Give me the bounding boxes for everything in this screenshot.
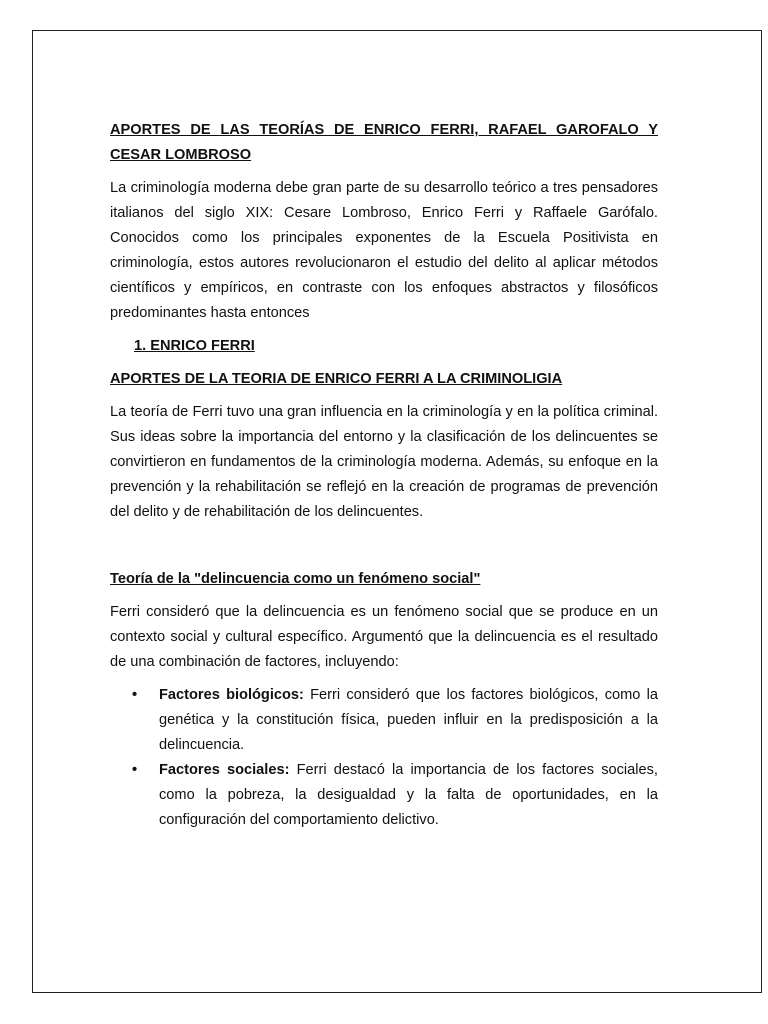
factor-description: Ferri consideró que los factores biológicos, como la genética y la constitución física, pueden influir en la predisposición a la delincuencia. (159, 687, 658, 753)
section-subheading-aportes: APORTES DE LA TEORIA DE ENRICO FERRI A LA CRIMINOLIGIA (110, 371, 563, 387)
list-item-social-factors (110, 758, 658, 833)
ferri-influence-paragraph: La teoría de Ferri tuvo una gran influencia en la criminología y en la política criminal. Sus ideas sobre la importancia del entorno y la clasificación de los delincuentes se convirtieron en fundamentos de la criminología moderna. Además, su enfoque en la prevención y la rehabilitación se reflejó en la creación de programas de prevención del delito y de rehabilitación de los delincuentes. (110, 404, 658, 520)
document-body (110, 118, 658, 833)
theory-paragraph: Ferri consideró que la delincuencia es un fenómeno social que se produce en un contexto social y cultural específico. Argumentó que la delincuencia es el resultado de una combinación de factores, incluyendo: (110, 604, 658, 670)
bullet-icon: • (132, 762, 138, 778)
theory-heading: Teoría de la "delincuencia como un fenómeno social" (110, 571, 481, 587)
bullet-icon: • (132, 687, 138, 703)
factor-term: Factores sociales: (159, 762, 290, 778)
factor-description: Ferri destacó la importancia de los factores sociales, como la pobreza, la desigualdad y la falta de oportunidades, en la configuración del comportamiento delictivo. (159, 762, 658, 828)
list-item-biological-factors (110, 683, 658, 758)
section-heading-enrico-ferri: 1. ENRICO FERRI (134, 338, 255, 354)
factors-list (110, 683, 658, 833)
document-title: APORTES DE LAS TEORÍAS DE ENRICO FERRI, RAFAEL GAROFALO Y CESAR LOMBROSO (110, 122, 658, 163)
intro-paragraph: La criminología moderna debe gran parte de su desarrollo teórico a tres pensadores italianos del siglo XIX: Cesare Lombroso, Enrico Ferri y Raffaele Garófalo. Conocidos como los principales exponentes de la Escuela Positivista en criminología, estos autores revolucionaron el estudio del delito al aplicar métodos científicos y empíricos, en contraste con los enfoques abstractos y filosóficos predominantes hasta entonces (110, 180, 658, 321)
factor-term: Factores biológicos: (159, 687, 304, 703)
section-spacer (110, 533, 658, 567)
